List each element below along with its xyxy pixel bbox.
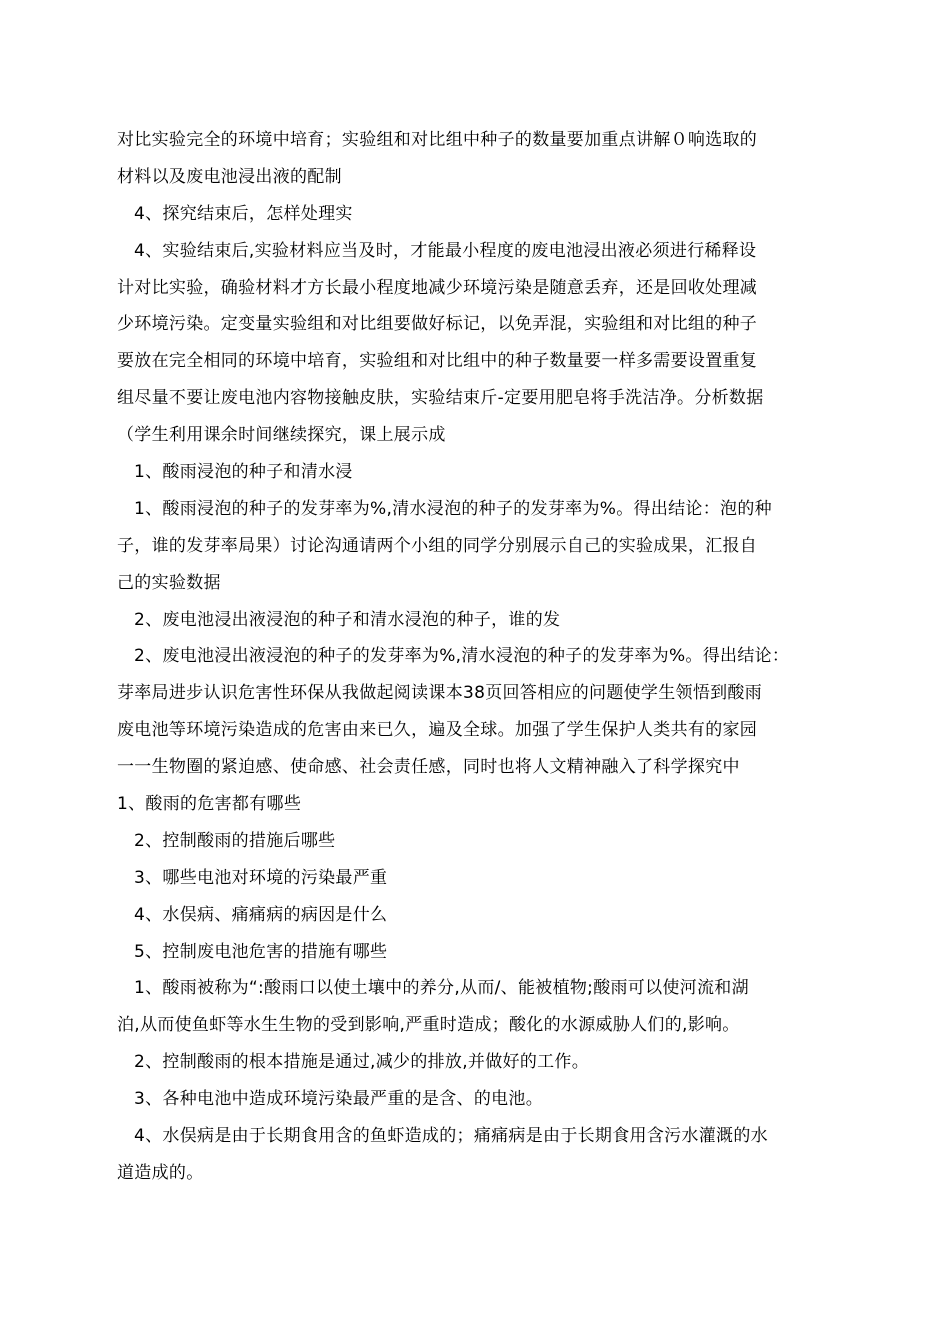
- text-line: 组尽量不要让废电池内容物接触皮肤，实验结束斤-定要用肥皂将手洗洁净。分析数据: [117, 388, 764, 409]
- text-line: 己的实验数据: [117, 572, 221, 593]
- text-line: 材料以及废电池浸出液的配制: [117, 166, 342, 187]
- text-line: 要放在完全相同的环境中培育，实验组和对比组中的种子数量要一样多需要设置重复: [117, 351, 758, 372]
- text-line: 泊,从而使鱼虾等水生生物的受到影响,严重时造成；酸化的水源威胁人们的,影响。: [117, 1015, 740, 1036]
- text-line: 对比实验完全的环境中培育；实验组和对比组中种子的数量要加重点讲解０响选取的: [117, 130, 758, 150]
- text-line: 子，谁的发芽率局果）讨论沟通请两个小组的同学分别展示自己的实验成果，汇报自: [117, 535, 758, 556]
- text-line: 计对比实验，确验材料才方长最小程度地减少环境污染是随意丢弃，还是回收处理减: [117, 277, 758, 298]
- text-line: 4、水俣病、痛痛病的病因是什么: [134, 904, 388, 925]
- text-line: 3、哪些电池对环境的污染最严重: [134, 867, 388, 888]
- document-body: [117, 122, 837, 1192]
- text-line: 1、酸雨浸泡的种子和清水浸: [134, 462, 353, 483]
- text-line: 4、探究结束后，怎样处理实: [134, 203, 353, 224]
- text-line: 道造成的。: [117, 1162, 204, 1183]
- text-line: 芽率局进步认识危害性环保从我做起阅读课本38页回答相应的问题使学生领悟到酸雨: [117, 683, 763, 704]
- text-line: 废电池等环境污染造成的危害由来已久，遍及全球。加强了学生保护人类共有的家园: [117, 720, 758, 741]
- text-line: 4、水俣病是由于长期食用含的鱼虾造成的；痛痛病是由于长期食用含污水灌溉的水: [134, 1126, 768, 1147]
- text-line: 2、废电池浸出液浸泡的种子的发芽率为%,清水浸泡的种子的发芽率为%。得出结论：: [134, 646, 790, 667]
- text-line: 1、酸雨浸泡的种子的发芽率为%,清水浸泡的种子的发芽率为%。得出结论：泡的种: [134, 498, 772, 519]
- text-line: 3、各种电池中造成环境污染最严重的是含、的电池。: [134, 1089, 544, 1110]
- text-line: 2、控制酸雨的根本措施是通过,减少的排放,并做好的工作。: [134, 1052, 590, 1073]
- text-line: 一一生物圈的紧迫感、使命感、社会责任感，同时也将人文精神融入了科学探究中: [117, 757, 740, 778]
- text-line: 2、废电池浸出液浸泡的种子和清水浸泡的种子，谁的发: [134, 609, 561, 630]
- text-line: 5、控制废电池危害的措施有哪些: [134, 941, 388, 962]
- text-line: （学生利用课余时间继续探究，课上展示成: [117, 425, 446, 446]
- text-line: 少环境污染。定变量实验组和对比组要做好标记，以免弄混，实验组和对比组的种子: [117, 314, 758, 335]
- text-line: 4、实验结束后,实验材料应当及时，才能最小程度的废电池浸出液必须进行稀释设: [134, 240, 757, 261]
- text-line: 2、控制酸雨的措施后哪些: [134, 830, 336, 851]
- text-line: 1、酸雨被称为“:酸雨口以使土壤中的养分,从而/、能被植物;酸雨可以使河流和湖: [134, 978, 749, 999]
- text-line: 1、酸雨的危害都有哪些: [117, 794, 302, 815]
